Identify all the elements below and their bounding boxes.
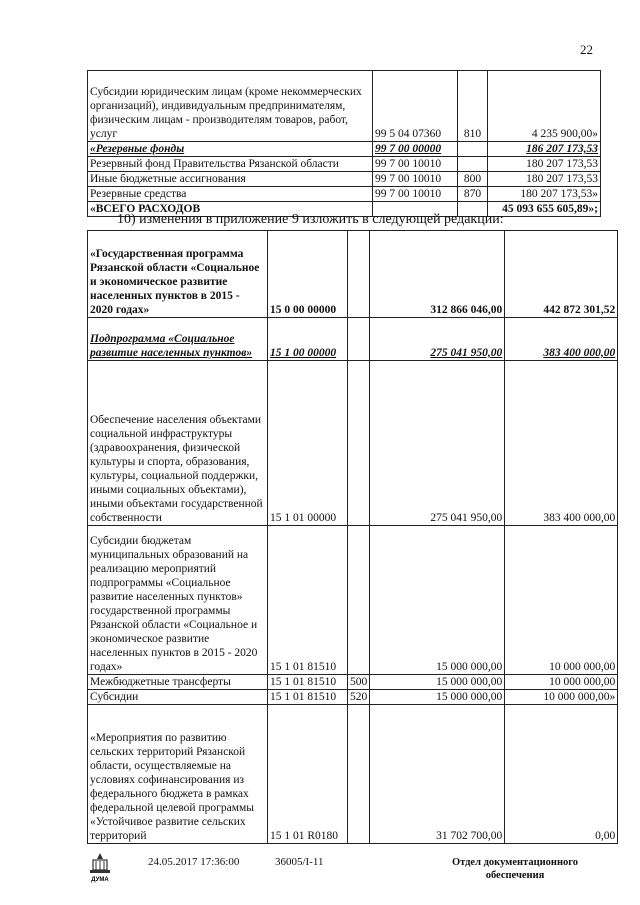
row-code: 15 1 01 00000 <box>268 361 348 526</box>
row-vr <box>348 705 370 844</box>
row-name: «Государственная программа Рязанской области «Социальное и экономическое развитие населенных пунктов в 2015 - 2020 годах» <box>88 231 268 318</box>
table-row <box>88 526 618 675</box>
footer-department: Отдел документационного обеспечения <box>451 857 579 881</box>
amendment-instruction: 10) изменения в приложение 9 изложить в следующей редакции: <box>117 212 504 227</box>
row-code: 15 1 01 81510 <box>268 690 348 705</box>
row-sum-2017: 10 000 000,00 <box>505 526 618 675</box>
row-sum-2017: 383 400 000,00 <box>505 318 618 361</box>
row-sum-2016: 275 041 950,00 <box>370 318 505 361</box>
table-row <box>88 142 601 157</box>
row-vr: 810 <box>458 71 488 142</box>
row-name: «Мероприятия по развитию сельских территорий Рязанской области, осуществляемые на условиях софинансирования из федерального бюджета в рамках федеральной целевой программы «Устойчивое развитие сельских территорий <box>88 705 268 844</box>
row-sum-2016: 15 000 000,00 <box>370 675 505 690</box>
table-row <box>88 675 618 690</box>
row-code: 15 1 00 00000 <box>268 318 348 361</box>
logo-label: ДУМА <box>91 877 109 883</box>
row-sum: 4 235 900,00» <box>488 71 601 142</box>
row-code: 99 7 00 10010 <box>373 172 458 187</box>
table-row <box>88 157 601 172</box>
row-vr <box>458 157 488 172</box>
page-number: 22 <box>580 42 593 57</box>
row-name: Подпрограмма «Социальное развитие населенных пунктов» <box>88 318 268 361</box>
row-code: 15 1 01 81510 <box>268 526 348 675</box>
row-name: Иные бюджетные ассигнования <box>88 172 373 187</box>
row-vr <box>348 526 370 675</box>
row-vr: 520 <box>348 690 370 705</box>
row-name: Субсидии <box>88 690 268 705</box>
row-code: 99 7 00 10010 <box>373 187 458 202</box>
row-name: «Резервные фонды <box>88 142 373 157</box>
budget-table-2 <box>87 230 618 844</box>
budget-table-1 <box>87 70 601 217</box>
row-sum-2016: 15 000 000,00 <box>370 690 505 705</box>
table-row <box>88 71 601 142</box>
row-sum: 45 093 655 605,89»; <box>488 202 601 217</box>
footer-doc-number: 36005/I-11 <box>275 856 324 868</box>
row-name: Обеспечение населения объектами социальной инфраструктуры (здравоохранения, физической культуры и спорта, образования, культуры, социальной поддержки, иными социальных объектами), иными объектами государственной собственности <box>88 361 268 526</box>
table-row <box>88 361 618 526</box>
row-vr: 500 <box>348 675 370 690</box>
row-sum-2016: 31 702 700,00 <box>370 705 505 844</box>
row-sum-2017: 442 872 301,52 <box>505 231 618 318</box>
row-sum: 180 207 173,53 <box>488 157 601 172</box>
row-name: Субсидии бюджетам муниципальных образований на реализацию мероприятий подпрограммы «Социальное развитие населенных пунктов» государственной программы Рязанской области «Социальное и экономическое развитие населенных пунктов в 2015 - 2020 годах» <box>88 526 268 675</box>
row-vr <box>348 318 370 361</box>
row-name: Межбюджетные трансферты <box>88 675 268 690</box>
row-sum-2017: 383 400 000,00 <box>505 361 618 526</box>
row-code: 99 5 04 07360 <box>373 71 458 142</box>
duma-logo-icon <box>87 851 113 883</box>
row-code: 15 0 00 00000 <box>268 231 348 318</box>
row-sum-2016: 312 866 046,00 <box>370 231 505 318</box>
row-sum: 180 207 173,53 <box>488 172 601 187</box>
row-vr <box>348 361 370 526</box>
footer-datetime: 24.05.2017 17:36:00 <box>148 856 240 868</box>
row-sum-2017: 10 000 000,00» <box>505 690 618 705</box>
row-vr: 870 <box>458 187 488 202</box>
row-name: Субсидии юридическим лицам (кроме некоммерческих организаций), индивидуальным предпринимателям, физическим лицам - производителям товаров, работ, услуг <box>88 71 373 142</box>
table-row <box>88 231 618 318</box>
row-sum-2017: 0,00 <box>505 705 618 844</box>
row-sum-2017: 10 000 000,00 <box>505 675 618 690</box>
table-row <box>88 172 601 187</box>
row-name: Резервные средства <box>88 187 373 202</box>
table-row <box>88 318 618 361</box>
row-name: «ВСЕГО РАСХОДОВ <box>88 202 373 217</box>
table-row <box>88 690 618 705</box>
row-vr: 800 <box>458 172 488 187</box>
table-row <box>88 705 618 844</box>
row-sum-2016: 15 000 000,00 <box>370 526 505 675</box>
row-vr <box>458 142 488 157</box>
row-code: 15 1 01 R0180 <box>268 705 348 844</box>
row-vr <box>348 231 370 318</box>
row-sum: 180 207 173,53» <box>488 187 601 202</box>
row-code: 99 7 00 00000 <box>373 142 458 157</box>
row-code: 15 1 01 81510 <box>268 675 348 690</box>
row-sum: 186 207 173,53 <box>488 142 601 157</box>
row-sum-2016: 275 041 950,00 <box>370 361 505 526</box>
row-name: Резервный фонд Правительства Рязанской области <box>88 157 373 172</box>
table-row <box>88 187 601 202</box>
row-code: 99 7 00 10010 <box>373 157 458 172</box>
